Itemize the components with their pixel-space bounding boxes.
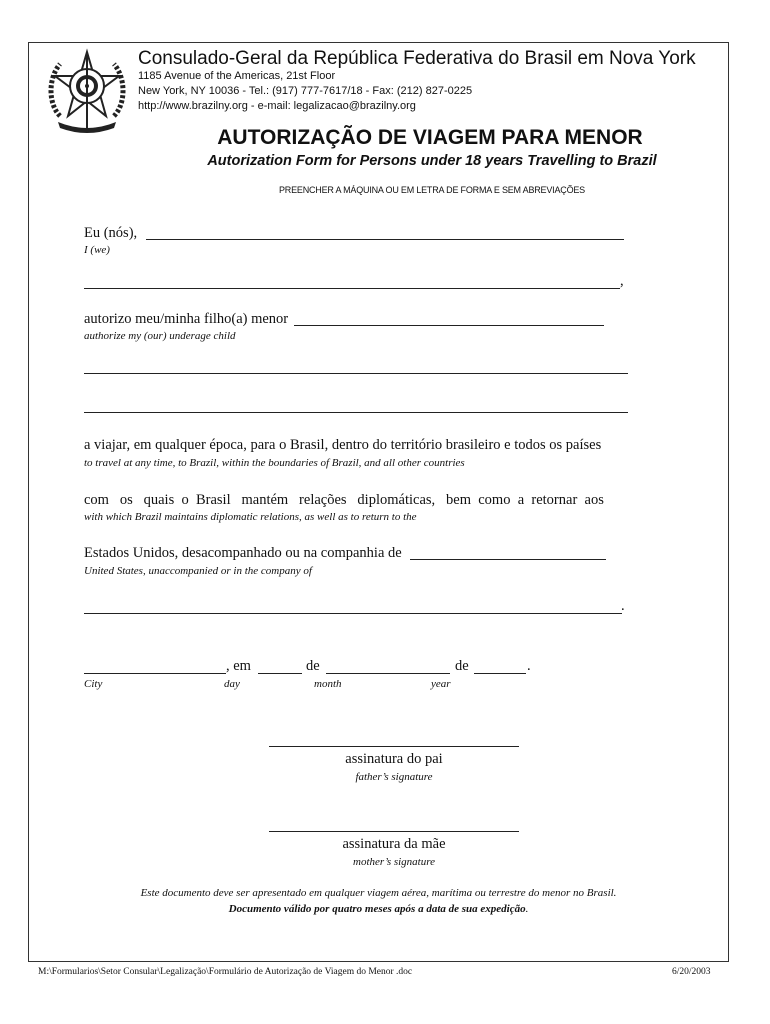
parent-name-field[interactable] (146, 239, 624, 240)
month-field[interactable] (326, 673, 450, 674)
de-label-2: de (455, 658, 469, 674)
period: . (621, 598, 625, 614)
consulate-phone-fax: New York, NY 10036 - Tel.: (917) 777-7617/18 - Fax: (212) 827-0225 (138, 85, 473, 97)
consulate-web-email: http://www.brazilny.org - e-mail: legalizacao@brazilny.org (138, 100, 416, 112)
child-name-field-3[interactable] (84, 412, 628, 413)
child-name-field-2[interactable] (84, 373, 628, 374)
viajar-text: a viajar, em qualquer época, para o Brasil, dentro do território brasileiro e todos os países (84, 437, 602, 453)
notice-validity: Documento válido por quatro meses após a data de sua expedição (228, 903, 526, 915)
consulate-name: Consulado-Geral da República Federativa do Brasil em Nova York (138, 48, 696, 69)
mother-signature-label: assinatura da mãe (342, 836, 446, 852)
date-period: . (527, 658, 531, 674)
city-field[interactable] (84, 673, 226, 674)
com-text-en: with which Brazil maintains diplomatic relations, as well as to return to the (84, 511, 417, 523)
companion-name-field[interactable] (410, 559, 606, 560)
form-subtitle: Autorization Form for Persons under 18 years Travelling to Brazil (207, 153, 657, 169)
day-label: day (224, 678, 240, 690)
footer-date: 6/20/2003 (672, 967, 711, 977)
notice-line-2 (28, 903, 729, 915)
child-name-field[interactable] (294, 325, 604, 326)
father-signature-label: assinatura do pai (345, 751, 443, 767)
com-text: com os quais o Brasil mantém relações diplomáticas, bem como a retornar aos (84, 492, 604, 508)
year-label: year (431, 678, 451, 690)
notice-period: . (525, 903, 529, 915)
month-label: month (314, 678, 342, 690)
parent-name-field-2[interactable] (84, 288, 620, 289)
day-field[interactable] (258, 673, 302, 674)
em-label: , em (226, 658, 251, 674)
companion-name-field-2[interactable] (84, 613, 622, 614)
eu-label-en: I (we) (84, 244, 110, 256)
city-label: City (84, 678, 103, 690)
form-title: AUTORIZAÇÃO DE VIAGEM PARA MENOR (217, 126, 643, 149)
estados-text-en: United States, unaccompanied or in the company of (84, 565, 312, 577)
eu-label: Eu (nós), (84, 225, 138, 241)
footer-file-path: M:\Formularios\Setor Consular\Legalização\Formulário de Autorização de Viagem do Menor .doc (38, 967, 413, 977)
autorizo-label: autorizo meu/minha filho(a) menor (84, 311, 289, 327)
de-label-1: de (306, 658, 320, 674)
mother-signature-label-en: mother’s signature (353, 856, 435, 868)
father-signature-field[interactable] (269, 746, 519, 747)
estados-text: Estados Unidos, desacompanhado ou na companhia de (84, 545, 402, 561)
autorizo-label-en: authorize my (our) underage child (84, 330, 236, 342)
form-instructions: PREENCHER A MÁQUINA OU EM LETRA DE FORMA E SEM ABREVIAÇÕES (279, 185, 585, 195)
viajar-text-en: to travel at any time, to Brazil, within the boundaries of Brazil, and all other countries (84, 457, 465, 469)
mother-signature-field[interactable] (269, 831, 519, 832)
consulate-address: 1185 Avenue of the Americas, 21st Floor (138, 70, 336, 82)
father-signature-label-en: father’s signature (355, 771, 433, 783)
comma: , (620, 273, 624, 289)
year-field[interactable] (474, 673, 526, 674)
notice-line-1: Este documento deve ser apresentado em qualquer viagem aérea, marítima ou terrestre do menor no Brasil. (140, 887, 617, 899)
